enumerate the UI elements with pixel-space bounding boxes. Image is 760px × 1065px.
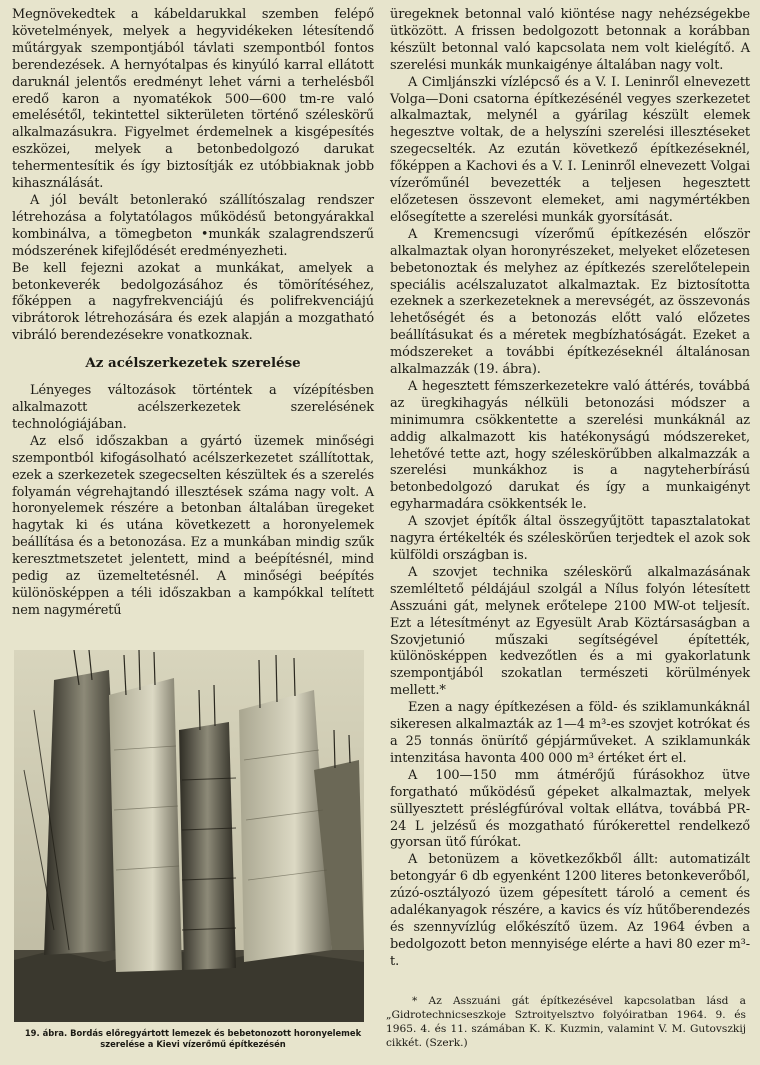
paragraph: Lényeges változások történtek a vízépítésben alkalmazott acélszerkezetek szerelésének technológiájában. bbox=[12, 383, 374, 432]
right-column bbox=[390, 7, 750, 971]
paragraph: Az első időszakban a gyártó üzemek minőségi szempontból kifogásolható acélszerkezetet szállítottak, ezek a szerkezetek szegecselten készültek és a szerelés folyamán végrehajtandó illesztések száma nagy volt. A horonyelemek részére a betonban általában üregeket hagytak ki és utána következett a horonyelemek beállítása és a betonozása. Ez a munkában mindig szűk keresztmetszetet jelentett, mind a beépítésnél, mind pedig az üzemeltetésnél. A minőségi beépítés különösképpen a téli időszakban a kampókkal telített nem nagyméretű bbox=[12, 433, 374, 618]
paragraph: A Cimljánszki vízlépcső és a V. I. Leninről elnevezett Volga—Doni csatorna építkezésénél vegyes szerkezetet alkalmaztak, melynél a gyárilag készült elemek hegesztve voltak, de a helyszíni szerelési illesztéseket szegecselték. Az ezután következő építkezéseknél, főképpen a Kachovi és a V. I. Leninről elnevezett Volgai vízerőműnél bevezették a teljesen hegesztett előzetesen összevont elemeket, ami nagymértékben elősegítette a szerelési munkák gyorsítását. bbox=[390, 74, 750, 225]
paragraph: üregeknek betonnal való kiöntése nagy nehézségekbe ütközött. A frissen bedolgozott betonnak a korábban készült betonnal való kapcsolata nem volt kielégítő. A szerelési munkák munkaigénye általában nagy volt. bbox=[390, 7, 750, 73]
figure-caption bbox=[12, 1028, 374, 1050]
paragraph: A jól bevált betonlerakó szállítószalag rendszer létrehozása a folytatólagos működésű betongyárakkal kombinálva, a tömegbeton •munkák szalagrendszerű módszerének kifejlődését eredményezheti. bbox=[12, 192, 374, 259]
paragraph: A szovjet építők által összegyűjtött tapasztalatokat nagyra értékelték és széleskörűen terjedtek el azok sok külföldi országban is. bbox=[390, 514, 750, 563]
paragraph: A szovjet technika széleskörű alkalmazásának szemléltető példájául szolgál a Nílus folyón létesített Asszuáni gát, melynek erőtelepe 2100 MW-ot teljesít. Ezt a létesítményt az Egyesült Arab Köztársaságban a Szovjetunió műszaki segítségével építették, különösképpen kedvezőtlen és a mi gyakorlatunk szempontjából szokatlan természeti körülmények mellett.* bbox=[390, 564, 750, 699]
paragraph: A 100—150 mm átmérőjű fúrásokhoz ütve forgatható működésű gépeket alkalmaztak, melyek süllyesztett préslégfúróval voltak ellátva, továbbá PR-24 L jelzésű és mozgatható fúrókerettel rendelkező gyorsan ütő fúrókat. bbox=[390, 767, 750, 851]
left-column bbox=[12, 7, 374, 620]
paragraph: A Kremencsugi vízerőmű építkezésén először alkalmaztak olyan horonyrészeket, melyeket előzetesen bebetonoztak és melyhez az építkezés szerelőtelepein speciális acélszaluzatot alkalmaztak. Ez biztosította ezeknek a szerkezeteknek a merevségét, az összevonás lehetőségét és a betonozás előtt való előzetes beállításukat és a méretek megbízhatóságát. Ezeket a módszereket a további építkezéseknél általánosan alkalmazzák (19. ábra). bbox=[390, 226, 750, 378]
construction-photo bbox=[14, 650, 364, 1022]
caption-line: szerelése a Kievi vízerőmű építkezésén bbox=[100, 1039, 286, 1049]
paragraph: Be kell fejezni azokat a munkákat, amelyek a betonkeverék bedolgozásához és tömörítéséhez, főképpen a nagyfrekvenciájú és polifrekvenciájú vibrátorok létrehozására és ezek alapján a mozgatható vibráló berendezésekre vonatkoznak. bbox=[12, 260, 374, 344]
paragraph: Ezen a nagy építkezésen a föld- és sziklamunkáknál sikeresen alkalmazták az 1—4 m³-es szovjet kotrókat és a 25 tonnás önürítő gépjárműveket. A sziklamunkák intenzitása havonta 400 000 m³ értéket ért el. bbox=[390, 700, 750, 766]
paragraph: A hegesztett fémszerkezetekre való áttérés, továbbá az üregkihagyás nélküli betonozási módszer a minimumra csökkentette a szerelési munkáknál az addig alkalmazott kis hatékonyságú módszereket, lehetővé tette azt, hogy széleskörűbben alkalmazzák a szerelési munkákhoz is a nagyteherbírású betonbedolgozó darukat és így a munkaigényt egyharmadára csökkentsék le. bbox=[390, 378, 750, 513]
paragraph: Megnövekedtek a kábeldarukkal szemben felépő követelmények, melyek a hegyvidékeken létesítendő műtárgyak szempontjából távlati szempontból fontos berendezések. A hernyótalpas és kinyúló karral ellátott daruknál jelentős eredményt lehet várni a terhelésből eredő karon a nyomatékok 500—600 tm-re való emelésétől, tekintettel sikterületen történő széleskörű alkalmazásukra. Figyelmet érdemelnek a kisgépesítés eszközei, melyek a betonbedolgozó darukat tehermentesítik és így biztosítják ez utóbbiaknak jobb kihasználását. bbox=[12, 7, 374, 192]
section-heading: Az acélszerkezetek szerelése bbox=[85, 355, 301, 372]
footnote: * Az Asszuáni gát építkezésével kapcsolatban lásd a „Gidrotechnicseszkoje Sztroityelsztvo folyóiratban 1964. 9. és 1965. 4. és 11. számában K. K. Kuzmin, valamint V. M. Gutovszkij cikkét. (Szerk.) bbox=[386, 995, 746, 1049]
caption-line: 19. ábra. Bordás előregyártott lemezek és bebetonozott horonyelemek bbox=[24, 1028, 362, 1038]
paragraph: A betonüzem a következőkből állt: automatizált betongyár 6 db egyenként 1200 literes betonkeverőből, zúzó-osztályozó üzem gépesített tároló a cement és adalékanyagok részére, a kavics és víz hűtőberendezés és szennyvízlúg előkészítő üzem. Az 1964 évben a bedolgozott beton mennyisége elérte a havi 80 ezer m³-t. bbox=[390, 852, 750, 969]
